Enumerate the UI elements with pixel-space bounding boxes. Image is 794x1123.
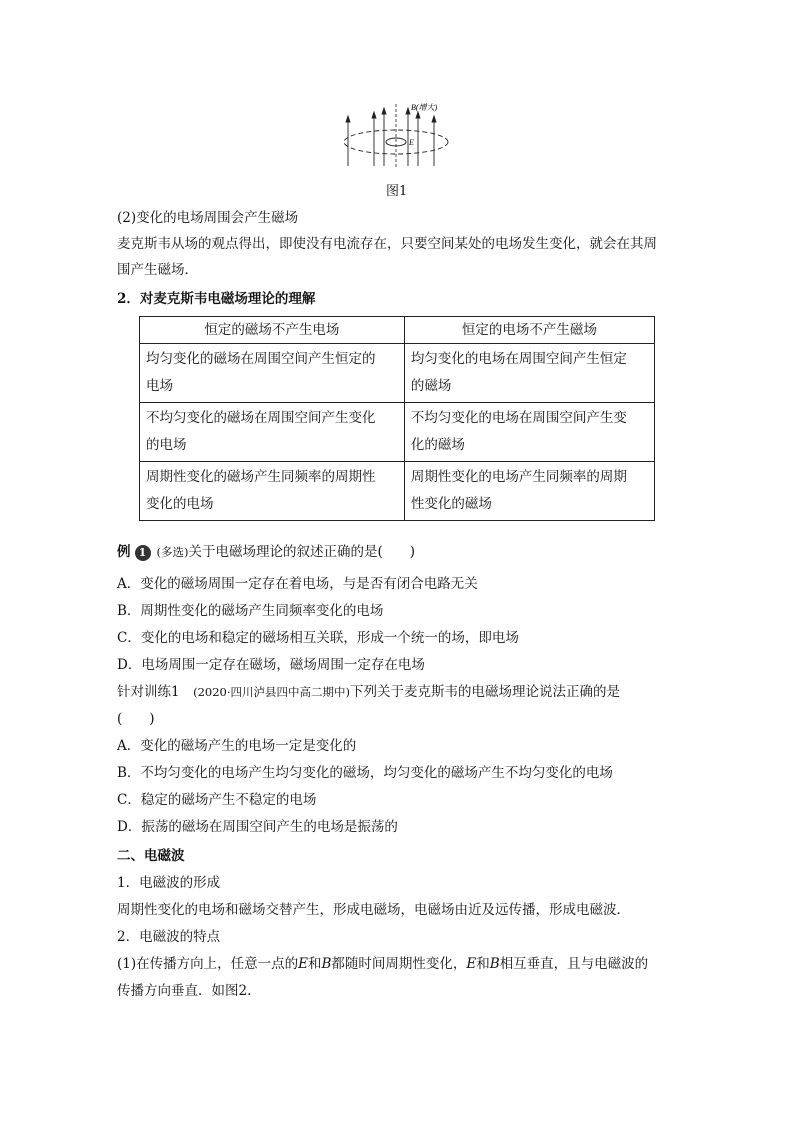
characteristic-point-1-line-2: 传播方向垂直．如图2.	[117, 983, 252, 999]
table-cell: 周期性变化的磁场产生同频率的周期性 变化的电场	[140, 462, 405, 521]
characteristic-point-1: (1)在传播方向上，任意一点的E和B都随时间周期性变化，E和B相互垂直，且与电磁波的	[117, 956, 649, 972]
example-option-b: B．周期性变化的磁场产生同频率变化的电场	[117, 603, 384, 619]
table-cell: 不均匀变化的磁场在周围空间产生变化 的电场	[140, 403, 405, 462]
var-e: E	[466, 956, 477, 972]
training-option-a: A．变化的磁场产生的电场一定是变化的	[117, 738, 357, 754]
table-header-row	[140, 317, 655, 344]
table-row	[140, 344, 655, 403]
field-lines-svg	[338, 98, 458, 170]
table-row	[140, 403, 655, 462]
field-arrows	[346, 108, 436, 166]
var-e: E	[298, 956, 308, 972]
training-label: 针对训练1	[117, 684, 180, 700]
figure-1-magnetic-field-diagram	[338, 98, 458, 170]
heading-changing-electric-field: (2)变化的电场周围会产生磁场	[117, 210, 299, 226]
table-row	[140, 462, 655, 521]
subheading-characteristics: 2．电磁波的特点	[117, 929, 221, 945]
example-question: 关于电磁场理论的叙述正确的是( )	[188, 544, 416, 560]
table-header-cell: 恒定的电场不产生磁场	[404, 317, 654, 344]
training-option-b: B．不均匀变化的电场产生均匀变化的磁场，均匀变化的磁场产生不均匀变化的电场	[117, 765, 613, 781]
training-question: 下列关于麦克斯韦的电磁场理论说法正确的是	[350, 684, 620, 700]
heading-em-wave: 二、电磁波	[117, 848, 185, 864]
label-b: B(增大)	[411, 103, 438, 112]
example-option-c: C．变化的电场和稳定的磁场相互关联，形成一个统一的场，即电场	[117, 630, 519, 646]
formation-text: 周期性变化的电场和磁场交替产生，形成电磁场，电磁场由近及远传播，形成电磁波．	[117, 902, 630, 918]
example-number-badge: 1	[135, 545, 151, 561]
training-option-c: C．稳定的磁场产生不稳定的电场	[117, 792, 317, 808]
heading-understanding: 2．对麦克斯韦电磁场理论的理解	[117, 291, 316, 307]
example-1-stem	[117, 542, 415, 562]
paragraph-line-1: 麦克斯韦从场的观点得出，即使没有电流存在，只要空间某处的电场发生变化，就会在其周	[117, 236, 657, 252]
table-cell: 不均匀变化的电场在周围空间产生变 化的磁场	[404, 403, 654, 462]
example-option-d: D．电场周围一定存在磁场，磁场周围一定存在电场	[117, 657, 425, 673]
maxwell-theory-table	[139, 316, 655, 521]
table-cell: 周期性变化的电场产生同频率的周期 性变化的磁场	[404, 462, 654, 521]
var-b: B	[489, 956, 500, 972]
var-b: B	[321, 956, 332, 972]
example-tag: (多选)	[156, 545, 189, 559]
training-blank: ( )	[117, 711, 155, 727]
example-option-a: A．变化的磁场周围一定存在着电场，与是否有闭合电路无关	[117, 576, 478, 592]
label-e: E	[409, 138, 414, 147]
table-header-cell: 恒定的磁场不产生电场	[140, 317, 405, 344]
example-label: 例	[117, 544, 131, 560]
paragraph-line-2: 围产生磁场．	[117, 262, 198, 278]
figure-1-caption: 图1	[386, 184, 408, 199]
training-option-d: D．振荡的磁场在周围空间产生的电场是振荡的	[117, 819, 398, 835]
training-1-stem	[117, 682, 620, 702]
table-cell: 均匀变化的电场在周围空间产生恒定 的磁场	[404, 344, 654, 403]
training-source: (2020·四川泸县四中高二期中)	[193, 685, 350, 699]
subheading-formation: 1．电磁波的形成	[117, 875, 221, 891]
table-cell: 均匀变化的磁场在周围空间产生恒定的 电场	[140, 344, 405, 403]
